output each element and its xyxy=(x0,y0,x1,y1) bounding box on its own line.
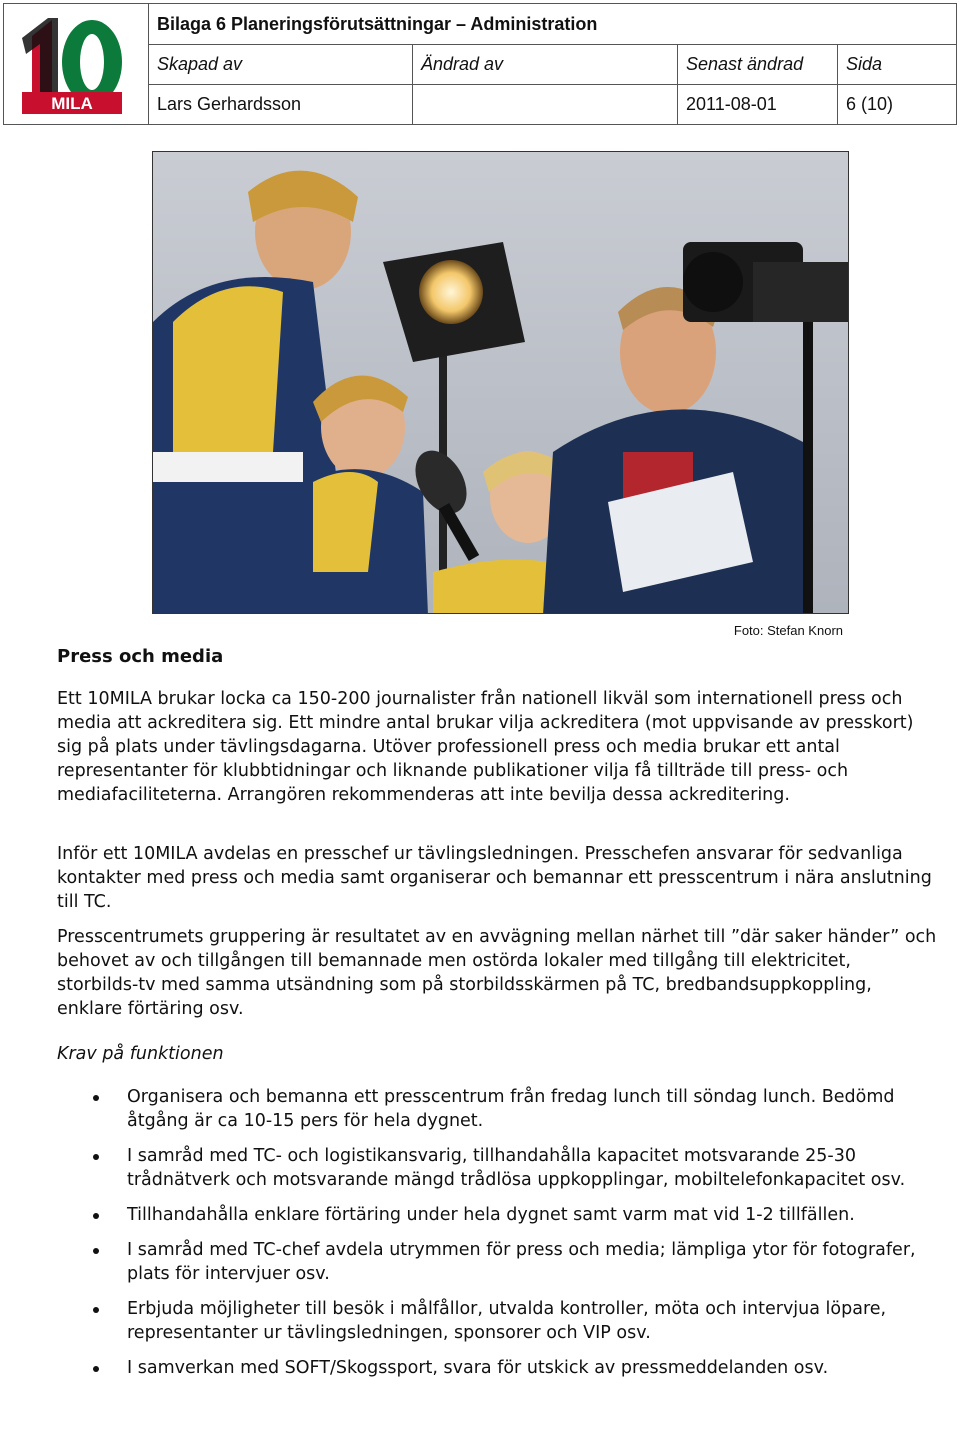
list-item-text: I samverkan med SOFT/Skogssport, svara för utskick av pressmeddelanden osv. xyxy=(127,1358,829,1378)
paragraph: Presscentrumets gruppering är resultatet av en avvägning mellan närhet till ”där saker händer” och behovet av och tillgången till bemannade men ostörda lokaler med tillgång till elektricitet, storbilds-tv med samma utsändning som på storbildsskärmen på TC, bredbandsuppkoppling, enklare förtäring osv. xyxy=(57,927,937,1019)
list-item-text: I samråd med TC-chef avdela utrymmen för press och media; lämpliga ytor för fotografer, plats för intervjuer osv. xyxy=(127,1240,916,1284)
list-item xyxy=(57,1203,937,1227)
header-row-labels xyxy=(148,44,956,85)
page-label: Sida xyxy=(846,53,883,74)
bullet-icon xyxy=(93,1248,99,1254)
list-item-text: Erbjuda möjligheter till besök i målfållor, utvalda kontroller, möta och intervjua löpare, representanter ur tävlingsledningen, sponsorer och VIP osv. xyxy=(127,1299,887,1343)
tiomila-logo xyxy=(18,14,126,116)
bullet-icon xyxy=(93,1307,99,1313)
bullet-icon xyxy=(93,1213,99,1219)
bullet-icon xyxy=(93,1154,99,1160)
paragraph: Inför ett 10MILA avdelas en presschef ur tävlingsledningen. Presschefen ansvarar för sedvanliga kontakter med press och media samt organiserar och bemannar ett presscentrum i nära anslutning till TC. xyxy=(57,844,932,912)
divider xyxy=(837,44,838,124)
bullet-icon xyxy=(93,1366,99,1372)
document-header xyxy=(3,3,957,125)
created-by-value: Lars Gerhardsson xyxy=(157,93,302,114)
svg-text:MILA: MILA xyxy=(51,94,93,113)
changed-by-value xyxy=(412,84,421,124)
list-item-text: Tillhandahålla enklare förtäring under hela dygnet samt varm mat vid 1-2 tillfällen. xyxy=(127,1205,855,1225)
list-item-text: I samråd med TC- och logistikansvarig, tillhandahålla kapacitet motsvarande 25-30 trådnätverk och motsvarande mängd trådlösa uppkopplingar, mobiltelefonkapacitet osv. xyxy=(127,1146,906,1190)
header-row-values xyxy=(148,84,956,124)
list-item xyxy=(57,1297,937,1345)
list-item xyxy=(57,1085,937,1133)
last-changed-label: Senast ändrad xyxy=(686,53,804,74)
list-item xyxy=(57,1238,937,1286)
section-heading: Press och media xyxy=(57,646,224,667)
list-item xyxy=(57,1144,937,1192)
paragraph: Ett 10MILA brukar locka ca 150-200 journalister från nationell likväl som internationell press och media att ackreditera sig. Ett mindre antal brukar vilja ackreditera (mot uppvisande av presskort) sig på plats under tävlingsdagarna. Utöver professionell press och media brukar ett antal representanter för klubbtidningar och liknande publikationer vilja få tillträde till press- och mediafaciliteterna. Arrangören rekommenderas att inte bevilja dessa ackreditering. xyxy=(57,689,914,805)
subheading: Krav på funktionen xyxy=(57,1044,224,1064)
document-title: Bilaga 6 Planeringsförutsättningar – Administration xyxy=(157,13,598,34)
press-interview-photo xyxy=(152,151,849,614)
list-item xyxy=(57,1356,937,1380)
logo-cell xyxy=(4,4,149,124)
bullet-icon xyxy=(93,1095,99,1101)
created-by-label: Skapad av xyxy=(157,53,243,74)
changed-by-label: Ändrad av xyxy=(421,53,504,74)
header-row-title xyxy=(148,4,956,45)
divider xyxy=(677,44,678,124)
last-changed-value: 2011-08-01 xyxy=(686,93,777,114)
list-item-text: Organisera och bemanna ett presscentrum från fredag lunch till söndag lunch. Bedömd åtgång är ca 10-15 pers för hela dygnet. xyxy=(127,1087,895,1131)
divider xyxy=(412,44,413,124)
requirements-list xyxy=(57,1085,937,1391)
photo-credit: Foto: Stefan Knorn xyxy=(733,623,843,638)
page-value: 6 (10) xyxy=(846,93,894,114)
